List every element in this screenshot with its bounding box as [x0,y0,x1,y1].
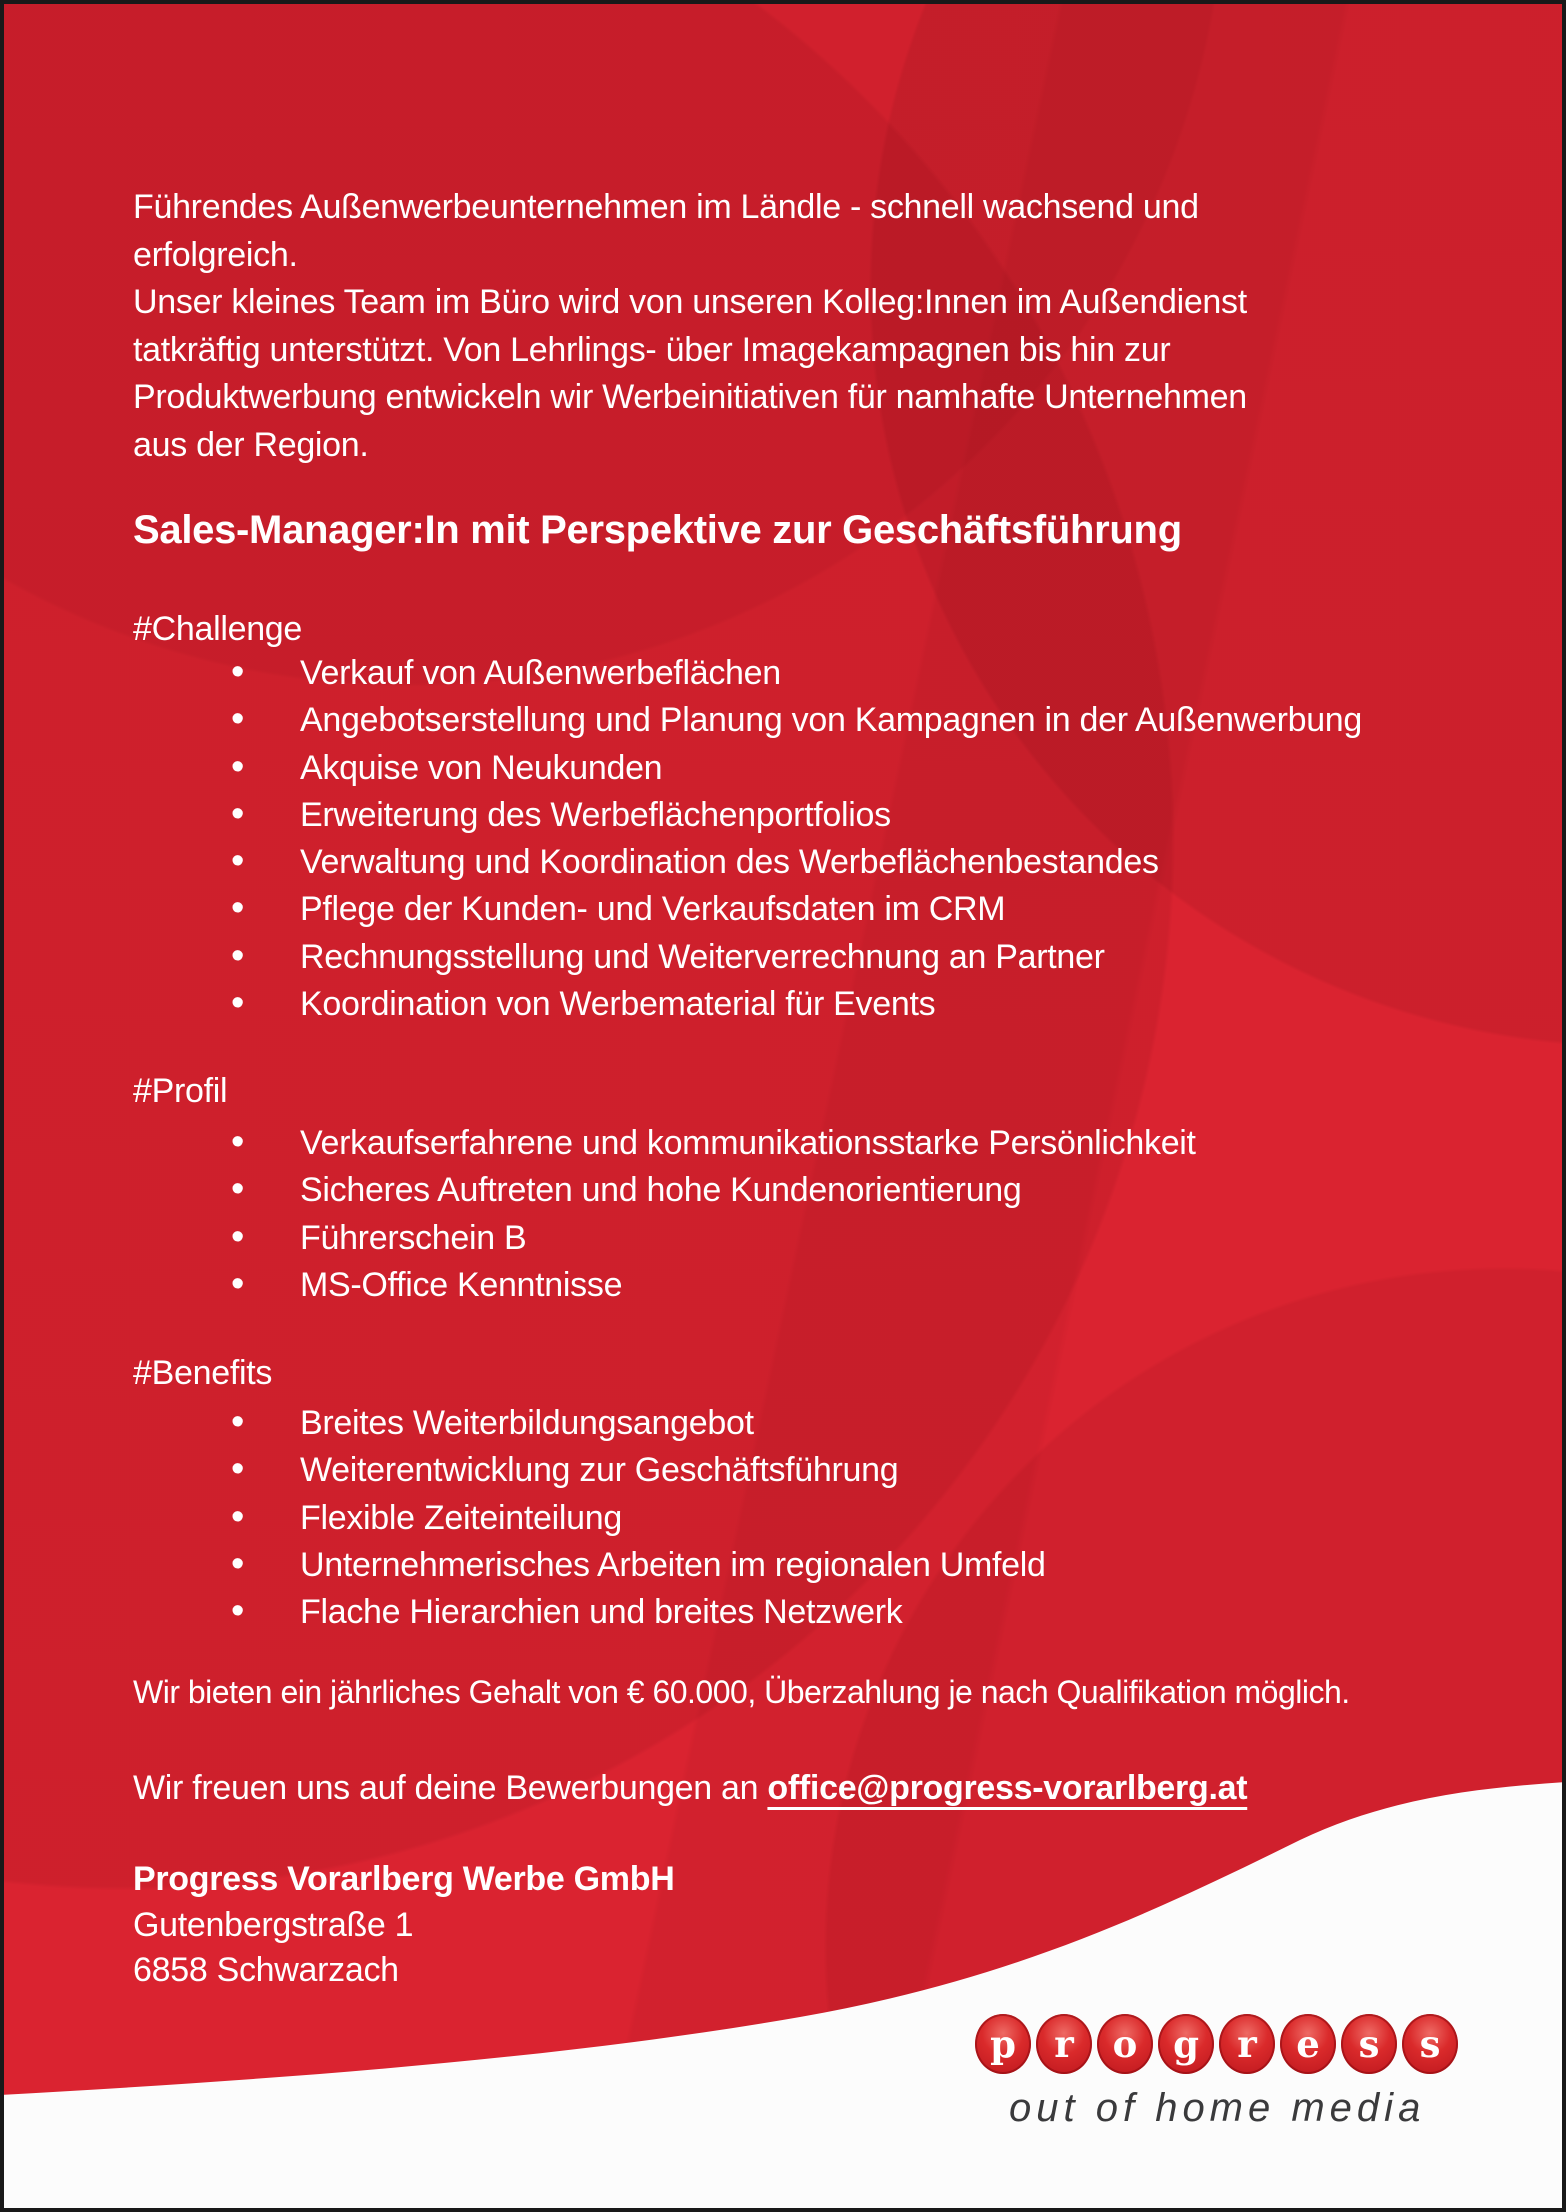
list-item: • Unternehmerisches Arbeiten im regionalen Umfeld [133,1542,1046,1589]
intro-line: Führendes Außenwerbeunternehmen im Ländle - schnell wachsend und [133,188,1199,226]
benefits-list [133,1400,1046,1636]
list-item: • Verkaufserfahrene und kommunikationsstarke Persönlichkeit [133,1120,1196,1167]
list-item: • Verkauf von Außenwerbeflächen [133,650,1362,697]
company-city: 6858 Schwarzach [133,1951,399,1989]
logo-letter-circle [975,2014,1031,2074]
apply-line-prefix: Wir freuen uns auf deine Bewerbungen an [133,1769,768,1807]
logo-letter: e [1296,2021,1320,2066]
list-item: • MS-Office Kenntnisse [133,1262,1196,1309]
logo-letter: p [990,2021,1016,2066]
logo-letter: s [1358,2021,1380,2066]
logo-letter-circle [1097,2014,1153,2074]
logo-letter: r [1054,2021,1074,2066]
apply-email-link[interactable]: office@progress-vorarlberg.at [767,1769,1248,1807]
logo-tagline: out of home media [1009,2086,1426,2130]
list-item: • Angebotserstellung und Planung von Kampagnen in der Außenwerbung [133,697,1362,744]
logo-letter-circle [1280,2014,1336,2074]
company-name: Progress Vorarlberg Werbe GmbH [133,1860,675,1898]
list-item: • Rechnungsstellung und Weiterverrechnung an Partner [133,934,1362,981]
list-item: • Akquise von Neukunden [133,745,1362,792]
challenge-list [133,650,1362,1028]
list-item: • Flache Hierarchien und breites Netzwerk [133,1589,1046,1636]
logo-letter: g [1173,2021,1199,2066]
logo-letter-circle [1036,2014,1092,2074]
list-item: • Erweiterung des Werbeflächenportfolios [133,792,1362,839]
logo-letter-circle [1341,2014,1397,2074]
list-item: • Weiterentwicklung zur Geschäftsführung [133,1447,1046,1494]
list-item: • Sicheres Auftreten und hohe Kundenorientierung [133,1167,1196,1214]
salary-line: Wir bieten ein jährliches Gehalt von € 60.000, Überzahlung je nach Qualifikation möglich. [133,1674,1350,1710]
list-item: • Verwaltung und Koordination des Werbeflächenbestandes [133,839,1362,886]
list-item: • Führerschein B [133,1215,1196,1262]
list-item: • Koordination von Werbematerial für Events [133,981,1362,1028]
section-header-challenge: #Challenge [133,610,303,648]
intro-paragraph [133,184,1247,469]
bottom-wave-shape [0,1682,1566,2212]
logo-letter: o [1112,2021,1138,2066]
intro-line: Unser kleines Team im Büro wird von unseren Kolleg:Innen im Außendienst [133,283,1247,321]
section-header-benefits: #Benefits [133,1354,273,1392]
intro-line: erfolgreich. [133,235,298,274]
list-item: • Flexible Zeiteinteilung [133,1495,1046,1542]
list-item: • Breites Weiterbildungsangebot [133,1400,1046,1447]
job-title: Sales-Manager:In mit Perspektive zur Geschäftsführung [133,508,1182,552]
intro-line: tatkräftig unterstützt. Von Lehrlings- über Imagekampagnen bis hin zur [133,330,1171,369]
intro-line: Produktwerbung entwickeln wir Werbeinitiativen für namhafte Unternehmen [133,378,1247,416]
company-street: Gutenbergstraße 1 [133,1905,414,1944]
section-header-profil: #Profil [133,1072,228,1110]
logo-letter-circle [1219,2014,1275,2074]
logo-letter: r [1237,2021,1257,2066]
list-item: • Pflege der Kunden- und Verkaufsdaten im CRM [133,886,1362,933]
logo-letter-circle [1158,2014,1214,2074]
logo-letter-circle [1402,2014,1458,2074]
logo-letter: s [1419,2021,1441,2066]
progress-logo [975,2014,1458,2074]
profil-list [133,1120,1196,1309]
intro-line: aus der Region. [133,425,369,464]
